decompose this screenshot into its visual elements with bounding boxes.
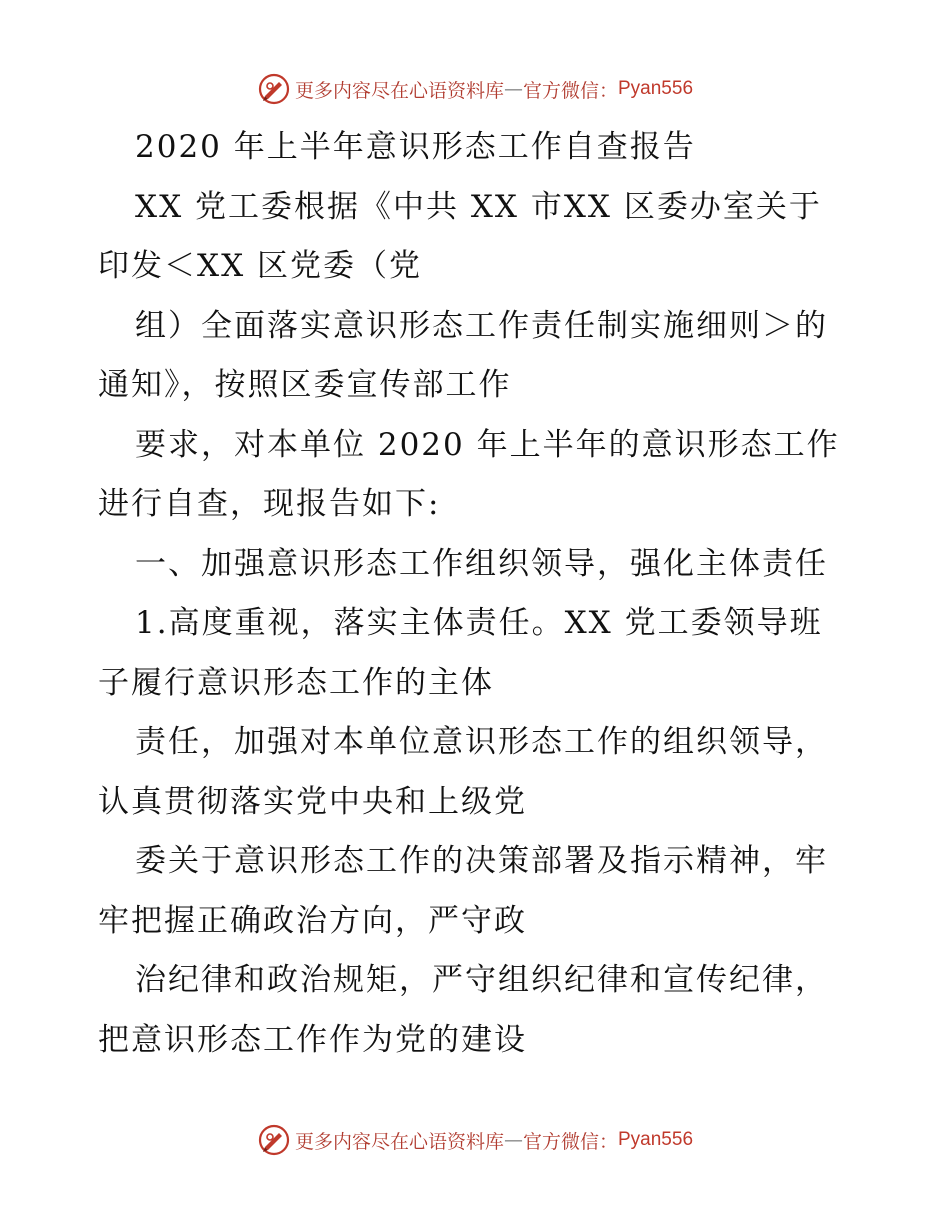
watermark-main-text: 更多内容尽在心语资料库 (294, 1130, 504, 1153)
watermark-footer (0, 1123, 950, 1157)
paragraph-line: 1.高度重视，落实主体责任。XX 党工委领导班 (135, 605, 823, 641)
paragraph-line: 子履行意识形态工作的主体 (98, 664, 494, 701)
document-title: 2020 年上半年意识形态工作自查报告 (135, 129, 696, 165)
watermark-wechat-id: Pyan556 (618, 1129, 694, 1150)
pen-logo-icon (257, 1123, 291, 1157)
paragraph-line: 牢把握正确政治方向，严守政 (98, 902, 527, 939)
watermark-wechat-label: 官方微信： (522, 79, 618, 102)
watermark-dash: — (503, 78, 523, 100)
paragraph-line: 治纪律和政治规矩，严守组织纪律和宣传纪律， (135, 962, 828, 998)
paragraph-line: 通知》，按照区委宣传部工作 (98, 367, 512, 403)
paragraph-line: 责任，加强对本单位意识形态工作的组织领导， (135, 724, 828, 760)
paragraph-line: 认真贯彻落实党中央和上级党 (98, 783, 527, 820)
document-body (98, 118, 858, 1070)
watermark-wechat-label: 官方微信： (522, 1130, 618, 1153)
paragraph-line: 组）全面落实意识形态工作责任制实施细则＞的 (135, 307, 828, 344)
paragraph-line: 印发＜XX 区党委（党 (98, 248, 422, 284)
paragraph-line: 进行自查，现报告如下: (98, 486, 441, 522)
paragraph-line: 委关于意识形态工作的决策部署及指示精神，牢 (135, 843, 828, 879)
pen-logo-icon (257, 72, 291, 106)
section-heading: 一、加强意识形态工作组织领导，强化主体责任 (135, 545, 828, 582)
watermark-main-text: 更多内容尽在心语资料库 (294, 79, 504, 102)
paragraph-line: 把意识形态工作作为党的建设 (98, 1021, 527, 1058)
paragraph-line: XX 党工委根据《中共 XX 市XX 区委办室关于 (135, 188, 822, 225)
watermark-dash: — (503, 1129, 523, 1151)
watermark-header (0, 72, 950, 106)
watermark-wechat-id: Pyan556 (618, 78, 694, 99)
paragraph-line: 要求，对本单位 2020 年上半年的意识形态工作 (135, 426, 840, 463)
